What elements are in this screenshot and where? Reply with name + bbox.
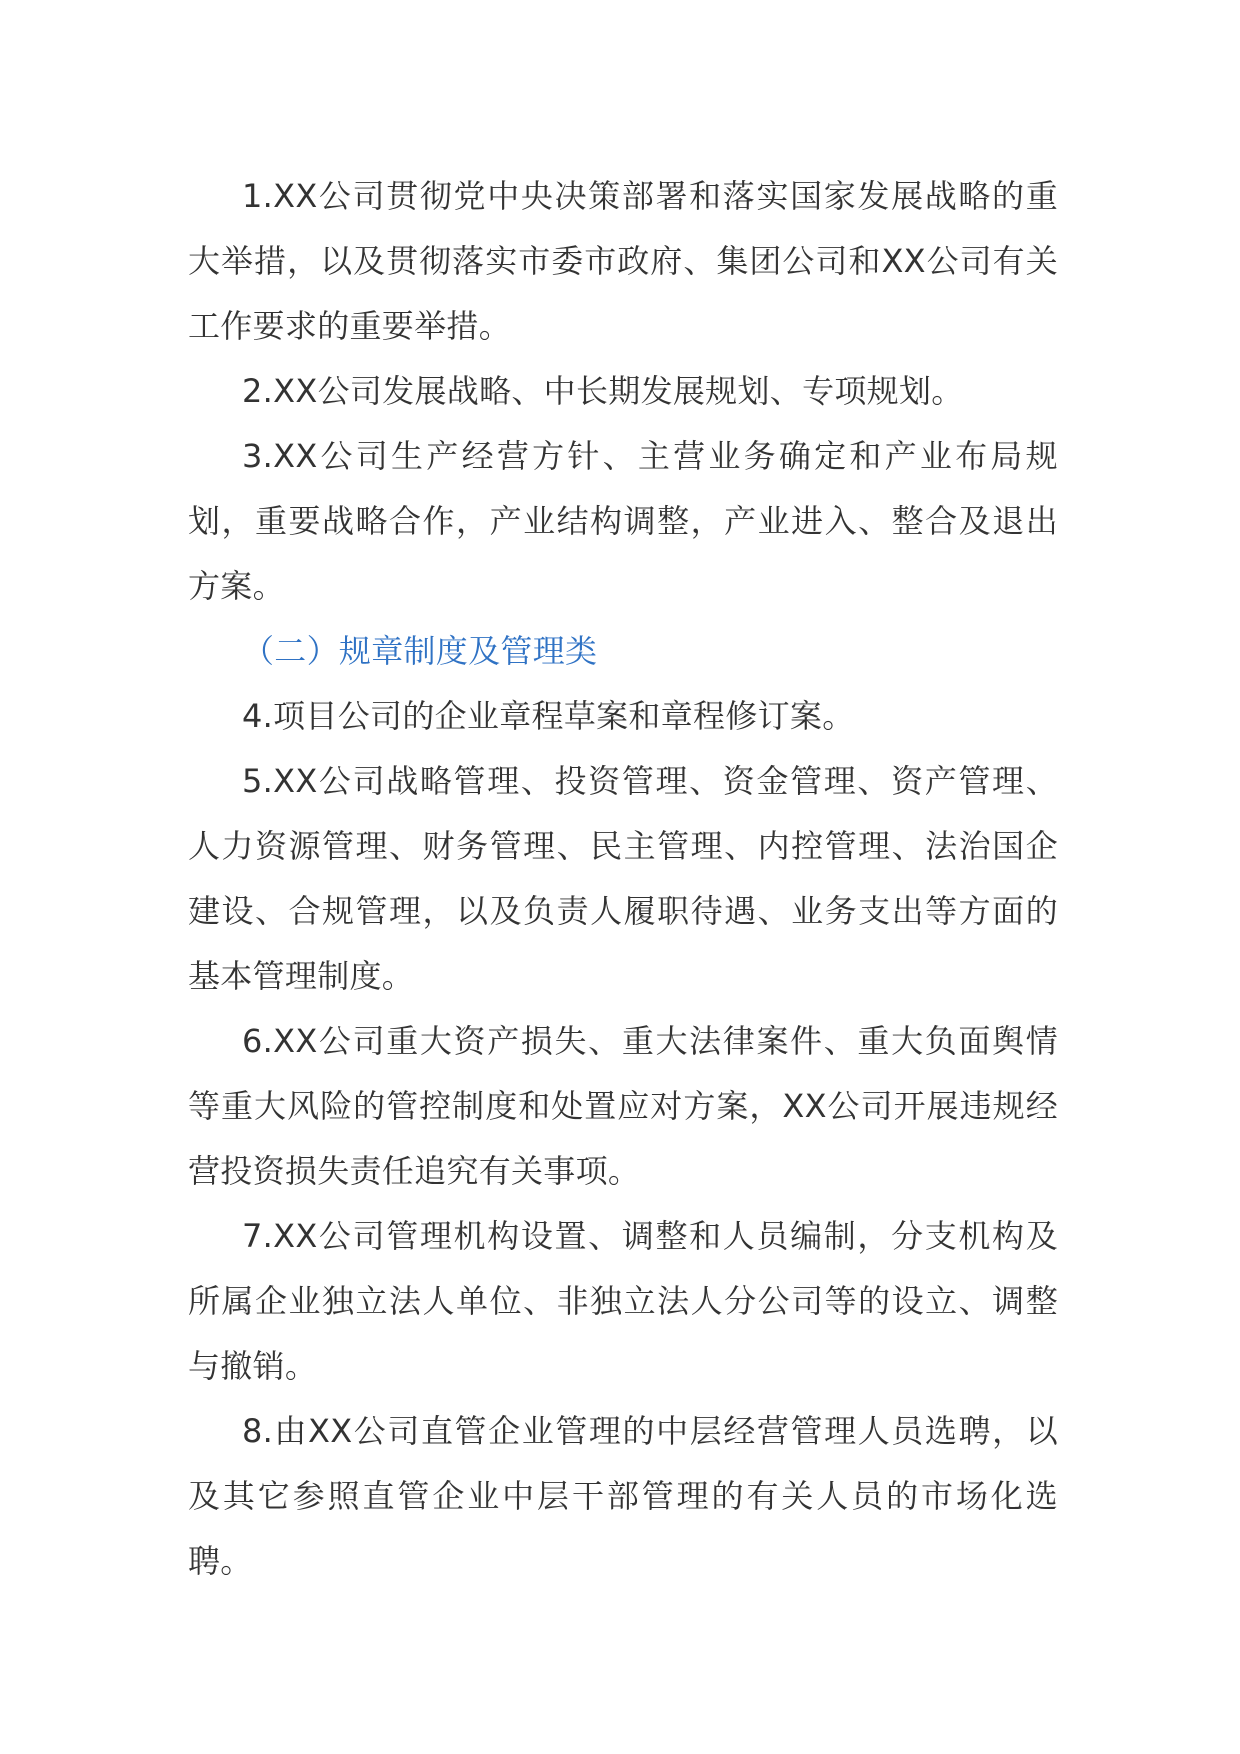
list-item-5: 5.XX公司战略管理、投资管理、资金管理、资产管理、人力资源管理、财务管理、民主管理、内控管理、法治国企建设、合规管理，以及负责人履职待遇、业务支出等方面的基本管理制度。	[188, 762, 1058, 995]
list-item-4: 4.项目公司的企业章程草案和章程修订案。	[242, 697, 855, 735]
list-item-6: 6.XX公司重大资产损失、重大法律案件、重大负面舆情等重大风险的管控制度和处置应对方案，XX公司开展违规经营投资损失责任追究有关事项。	[188, 1022, 1058, 1190]
list-item-3: 3.XX公司生产经营方针、主营业务确定和产业布局规划，重要战略合作，产业结构调整，产业进入、整合及退出方案。	[188, 437, 1058, 605]
section-heading: （二）规章制度及管理类	[242, 632, 598, 670]
list-item-1: 1.XX公司贯彻党中央决策部署和落实国家发展战略的重大举措，以及贯彻落实市委市政府、集团公司和XX公司有关工作要求的重要举措。	[188, 177, 1058, 345]
list-item-7: 7.XX公司管理机构设置、调整和人员编制，分支机构及所属企业独立法人单位、非独立法人分公司等的设立、调整与撤销。	[188, 1217, 1058, 1385]
list-item-2: 2.XX公司发展战略、中长期发展规划、专项规划。	[242, 372, 964, 410]
document-body	[188, 164, 1058, 1594]
list-item-8: 8.由XX公司直管企业管理的中层经营管理人员选聘，以及其它参照直管企业中层干部管理的有关人员的市场化选聘。	[188, 1412, 1058, 1580]
